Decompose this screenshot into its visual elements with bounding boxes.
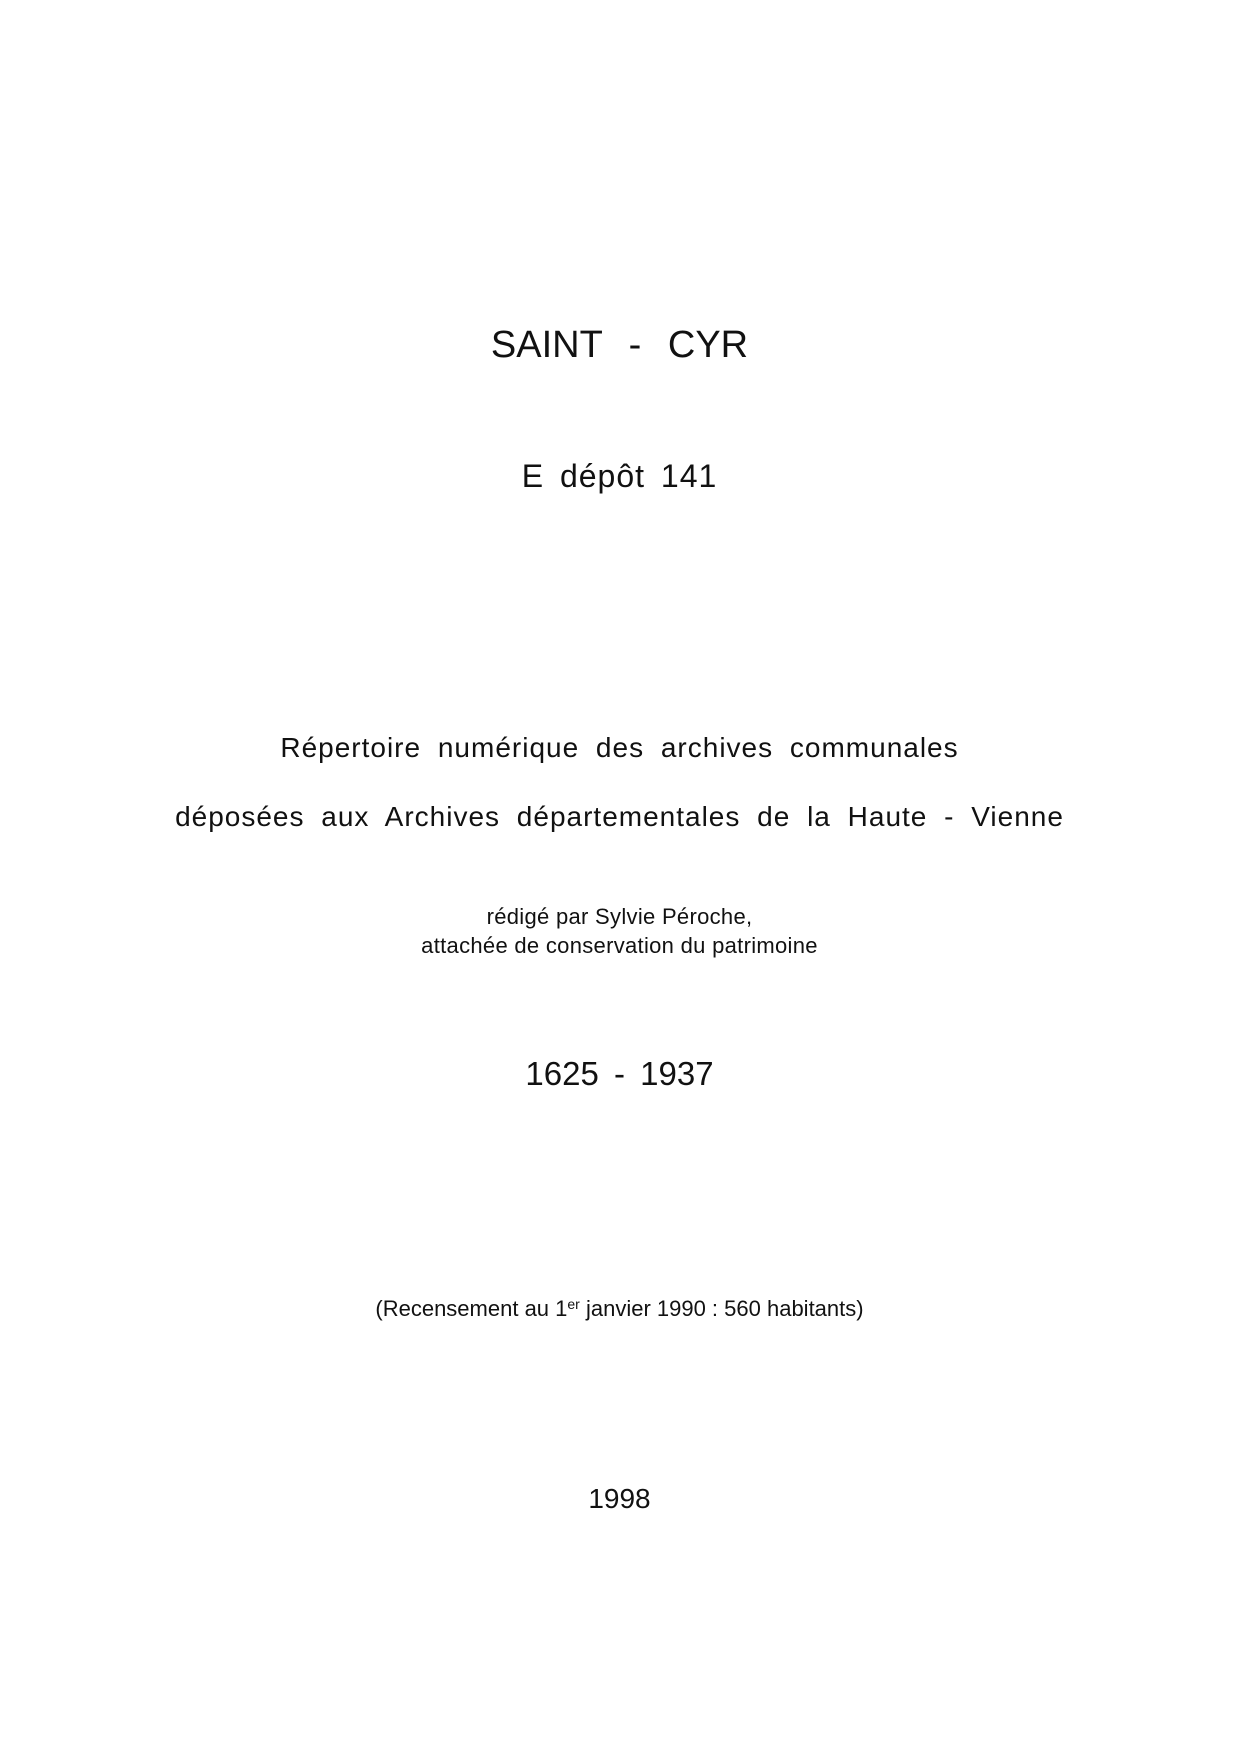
author-role-line: attachée de conservation du patrimoine: [421, 933, 818, 958]
census-note-suffix: janvier 1990 : 560 habitants): [579, 1296, 864, 1321]
census-note: [0, 1296, 1239, 1322]
author-line: rédigé par Sylvie Péroche,: [486, 904, 753, 929]
publication-year: 1998: [588, 1483, 651, 1514]
census-note-prefix: (Recensement au 1: [375, 1296, 568, 1321]
date-range: 1625 - 1937: [525, 1055, 714, 1092]
commune-title: SAINT - CYR: [490, 324, 749, 366]
archive-reference: E dépôt 141: [521, 458, 718, 494]
subtitle-line-2: déposées aux Archives départementales de la Haute - Vienne: [175, 801, 1064, 832]
census-note-superscript: er: [567, 1296, 580, 1312]
subtitle-line-1: Répertoire numérique des archives communales: [280, 732, 959, 763]
